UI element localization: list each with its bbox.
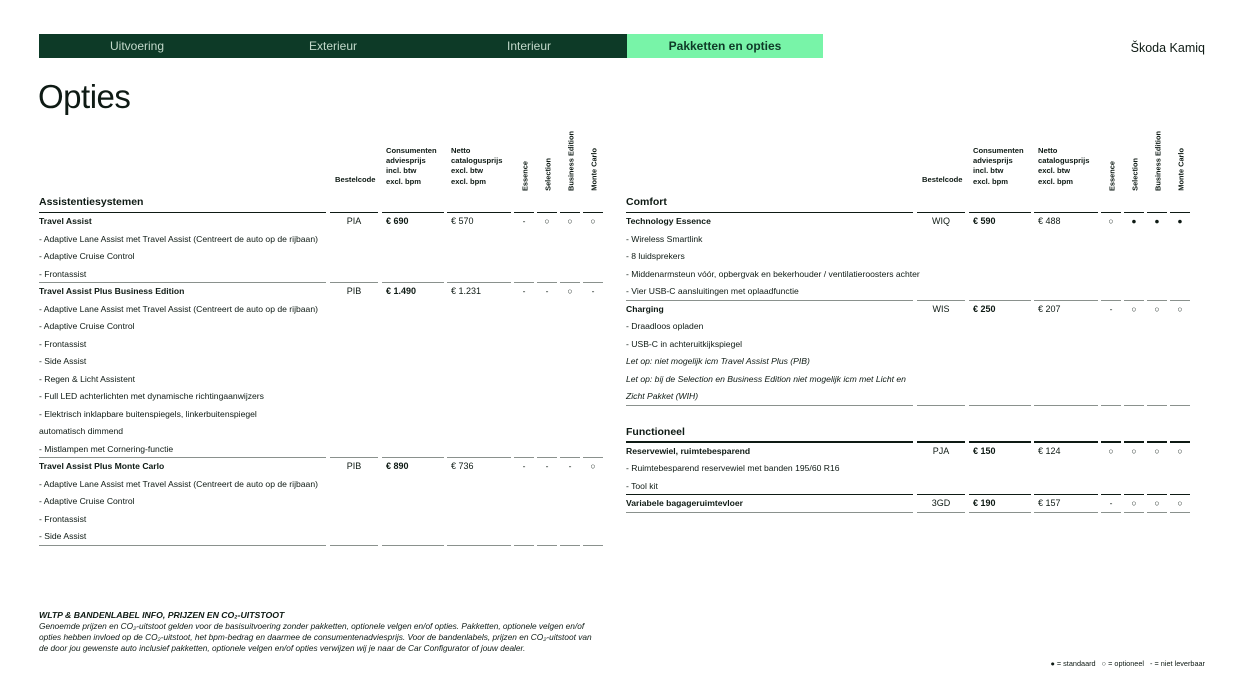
availability-mark: ● <box>1177 216 1183 226</box>
consumer-price: € 690 <box>386 216 409 226</box>
availability-mark: ○ <box>1154 498 1160 508</box>
section-title <box>39 192 605 213</box>
option-detail-row <box>626 460 1192 478</box>
option-name: Zicht Pakket (WIH) <box>626 391 699 401</box>
net-price: € 1.231 <box>451 286 482 296</box>
table-header <box>626 125 1192 192</box>
availability-mark: ○ <box>567 286 573 296</box>
option-row <box>39 213 605 231</box>
column-header-trim <box>537 132 559 192</box>
availability-mark: ○ <box>1177 303 1183 314</box>
net-price: € 736 <box>451 461 474 471</box>
option-detail-row <box>39 493 605 511</box>
option-name: - Draadloos opladen <box>626 321 704 331</box>
availability-mark: ○ <box>1131 498 1137 508</box>
option-name: - Adaptive Cruise Control <box>39 496 135 506</box>
column-header-consumer-price <box>973 146 1024 187</box>
disclaimer-line: de door jou gewenste auto inclusief pakketten, optionele velgen en/of opties verwijzen wij je naar de Car Configurator of jouw dealer. <box>39 643 526 653</box>
option-name: - Adaptive Cruise Control <box>39 321 135 331</box>
column-header-bestelcode: Bestelcode <box>922 175 963 184</box>
trim-label: Essence <box>520 161 530 191</box>
row-divider <box>560 545 580 546</box>
option-name: Travel Assist Plus Monte Carlo <box>39 461 165 471</box>
row-divider <box>1124 405 1144 406</box>
order-code: WIS <box>932 303 950 314</box>
option-detail-row <box>39 318 605 336</box>
option-detail-row <box>626 318 1192 336</box>
tab-uitvoering[interactable]: Uitvoering <box>109 39 165 53</box>
column-header-line: Netto <box>1038 145 1058 155</box>
option-detail-row <box>39 353 605 371</box>
availability-mark: ○ <box>1108 216 1114 226</box>
row-divider <box>583 545 603 546</box>
option-name: Technology Essence <box>626 216 711 226</box>
tab-pakketten-en-opties[interactable]: Pakketten en opties <box>627 34 823 58</box>
option-name: - Full LED achterlichten met dynamische richtingaanwijzers <box>39 391 264 401</box>
option-row <box>626 301 1192 319</box>
section-title <box>626 192 1192 213</box>
option-name: - Adaptive Lane Assist met Travel Assist (Centreert de auto op de rijbaan) <box>39 478 318 489</box>
row-divider <box>917 512 965 513</box>
option-detail-row <box>626 248 1192 266</box>
legend-optional: ○ = optioneel <box>1101 659 1144 668</box>
row-divider <box>514 545 534 546</box>
availability-mark: ○ <box>1177 445 1183 456</box>
consumer-price: € 250 <box>973 303 996 314</box>
row-divider <box>382 545 444 546</box>
option-name: - USB-C in achteruitkijkspiegel <box>626 338 743 349</box>
row-divider <box>1101 405 1121 406</box>
row-divider <box>1034 512 1098 513</box>
option-row <box>626 213 1192 231</box>
consumer-price: € 590 <box>973 216 996 226</box>
table-header <box>39 125 605 192</box>
disclaimer <box>39 610 629 654</box>
consumer-price: € 1.490 <box>386 286 417 296</box>
option-name: Reservewiel, ruimtebesparend <box>626 445 751 456</box>
disclaimer-title: WLTP & BANDENLABEL INFO, PRIJZEN EN CO₂-UITSTOOT <box>39 610 285 620</box>
option-name: - Adaptive Lane Assist met Travel Assist (Centreert de auto op de rijbaan) <box>39 233 318 244</box>
column-header-line: excl. btw <box>451 166 484 176</box>
legend-standard: ● = standaard <box>1050 659 1096 668</box>
option-name: Charging <box>626 303 664 314</box>
option-detail-row <box>39 528 605 546</box>
trim-label: Monte Carlo <box>1176 148 1186 191</box>
option-detail-row <box>39 406 605 424</box>
column-header-line: adviesprijs <box>973 156 1013 166</box>
availability-mark: ○ <box>1154 445 1160 456</box>
option-name: - Ruimtebesparend reservewiel met banden 195/60 R16 <box>626 463 840 473</box>
option-detail-row <box>39 301 605 319</box>
option-detail-row <box>39 336 605 354</box>
column-header-line: catalogusprijs <box>451 156 503 166</box>
net-price: € 570 <box>451 216 474 226</box>
option-name: - Regen & Licht Assistent <box>39 373 136 384</box>
column-header-trim <box>1124 132 1146 192</box>
availability-mark: - <box>545 461 549 471</box>
availability-mark: ○ <box>1131 303 1137 314</box>
row-divider <box>1034 405 1098 406</box>
trim-label: Selection <box>1130 158 1140 191</box>
section-nav <box>39 34 823 58</box>
option-name: Variabele bagageruimtevloer <box>626 498 744 508</box>
availability-mark: - <box>591 286 595 296</box>
net-price: € 157 <box>1038 498 1061 508</box>
trim-label: Essence <box>1107 161 1117 191</box>
availability-mark: ○ <box>567 216 573 226</box>
section-title-text: Functioneel <box>626 425 685 438</box>
availability-mark: - <box>522 461 526 471</box>
options-table-left <box>39 125 605 546</box>
column-header-trim <box>1147 132 1169 192</box>
availability-mark: - <box>545 286 549 296</box>
row-divider <box>1170 512 1190 513</box>
row-divider <box>917 405 965 406</box>
option-detail-row <box>626 353 1192 371</box>
section-spacer <box>626 406 1192 422</box>
option-detail-row <box>39 266 605 284</box>
order-code: PJA <box>932 445 950 456</box>
row-divider <box>1124 512 1144 513</box>
trim-label: Business Edition <box>566 131 576 191</box>
availability-mark: ● <box>1154 216 1160 226</box>
column-header-net-price <box>1038 146 1089 187</box>
option-detail-row <box>626 371 1192 389</box>
column-header-line: adviesprijs <box>386 156 426 166</box>
option-name: Let op: bij de Selection en Business Edition niet mogelijk icm met Licht en <box>626 373 906 384</box>
column-header-trim <box>583 132 605 192</box>
consumer-price: € 150 <box>973 445 996 456</box>
option-name: Travel Assist <box>39 216 92 226</box>
option-detail-row <box>626 388 1192 406</box>
net-price: € 207 <box>1038 303 1061 314</box>
option-name: - Frontassist <box>39 513 87 524</box>
column-header-line: Consumenten <box>973 145 1024 155</box>
column-header-consumer-price <box>386 146 437 187</box>
option-name: - Middenarmsteun vóór, opbergvak en bekerhouder / ventilatieroosters achter <box>626 268 920 279</box>
column-header-line: excl. bpm <box>973 176 1009 186</box>
option-detail-row <box>39 371 605 389</box>
row-divider <box>1101 512 1121 513</box>
row-divider <box>626 512 913 513</box>
availability-mark: ○ <box>590 216 596 226</box>
order-code: 3GD <box>931 498 951 508</box>
option-name: - Frontassist <box>39 338 87 349</box>
trim-label: Selection <box>543 158 553 191</box>
availability-legend <box>1046 659 1205 668</box>
column-header-trim <box>1170 132 1192 192</box>
option-name: - Wireless Smartlink <box>626 233 703 244</box>
column-header-line: excl. btw <box>1038 166 1071 176</box>
option-detail-row <box>39 476 605 494</box>
column-header-line: Netto <box>451 145 471 155</box>
trim-label: Business Edition <box>1153 131 1163 191</box>
row-divider <box>969 405 1031 406</box>
option-name: - Mistlampen met Cornering-functie <box>39 443 174 454</box>
option-detail-row <box>626 336 1192 354</box>
option-name: - Tool kit <box>626 480 658 491</box>
availability-mark: ● <box>1131 216 1137 226</box>
availability-mark: - <box>522 286 526 296</box>
row-divider <box>1147 512 1167 513</box>
option-name: - Vier USB-C aansluitingen met oplaadfunctie <box>626 286 799 296</box>
column-header-net-price <box>451 146 502 187</box>
net-price: € 124 <box>1038 445 1061 456</box>
column-header-line: excl. bpm <box>386 176 422 186</box>
option-name: - Adaptive Lane Assist met Travel Assist (Centreert de auto op de rijbaan) <box>39 303 318 314</box>
option-detail-row <box>39 248 605 266</box>
column-header-line: incl. btw <box>973 166 1004 176</box>
availability-mark: - <box>568 461 572 471</box>
column-header-trim <box>560 132 582 192</box>
column-header-line: excl. bpm <box>451 176 487 186</box>
option-detail-row <box>39 511 605 529</box>
consumer-price: € 190 <box>973 498 996 508</box>
trim-label: Monte Carlo <box>589 148 599 191</box>
options-table-right <box>626 125 1192 513</box>
tab-exterieur[interactable]: Exterieur <box>308 39 358 53</box>
option-name: Travel Assist Plus Business Edition <box>39 286 185 296</box>
section-title-text: Assistentiesystemen <box>39 196 144 208</box>
availability-mark: ○ <box>1177 498 1183 508</box>
order-code: PIB <box>346 461 362 471</box>
section-title-text: Comfort <box>626 196 667 208</box>
section-title <box>626 422 1192 443</box>
brand-name: Škoda Kamiq <box>1130 41 1205 55</box>
column-header-line: excl. bpm <box>1038 176 1074 186</box>
option-detail-row <box>626 283 1192 301</box>
option-detail-row <box>39 441 605 459</box>
availability-mark: ○ <box>590 461 596 471</box>
row-divider <box>330 545 378 546</box>
row-divider <box>447 545 511 546</box>
availability-mark: - <box>1109 498 1113 508</box>
availability-mark: - <box>522 216 526 226</box>
row-divider <box>1147 405 1167 406</box>
legend-unavailable: - = niet leverbaar <box>1150 659 1205 668</box>
option-row <box>626 443 1192 461</box>
option-row <box>626 495 1192 513</box>
option-detail-row <box>39 388 605 406</box>
consumer-price: € 890 <box>386 461 409 471</box>
order-code: WIQ <box>932 216 950 226</box>
net-price: € 488 <box>1038 216 1061 226</box>
option-name: - Adaptive Cruise Control <box>39 251 135 261</box>
row-divider <box>626 405 913 406</box>
column-header-bestelcode: Bestelcode <box>335 175 376 184</box>
row-divider <box>1170 405 1190 406</box>
disclaimer-line: Genoemde prijzen en CO₂-uitstoot gelden voor de basisuitvoering zonder pakketten, optionele velgen en/of opties. Pakketten, optionele velgen en/of <box>39 621 585 631</box>
option-name: - Side Assist <box>39 356 87 366</box>
option-detail-row <box>626 231 1192 249</box>
availability-mark: ○ <box>1154 303 1160 314</box>
option-detail-row <box>39 231 605 249</box>
row-divider <box>969 512 1031 513</box>
column-header-trim <box>514 132 536 192</box>
availability-mark: - <box>1109 303 1113 314</box>
option-name: - 8 luidsprekers <box>626 251 685 261</box>
option-name: - Elektrisch inklapbare buitenspiegels, linkerbuitenspiegel <box>39 408 257 419</box>
option-name: automatisch dimmend <box>39 426 124 436</box>
page-title: Opties <box>38 78 131 115</box>
disclaimer-line: opties hebben invloed op de CO₂-uitstoot, het bpm-bedrag en daarmee de consumentenadviesprijs. Voor de bandenlabels, prijzen en CO₂-uitstoot van <box>39 632 592 642</box>
column-header-line: catalogusprijs <box>1038 156 1090 166</box>
column-header-line: incl. btw <box>386 166 417 176</box>
availability-mark: ○ <box>544 216 550 226</box>
option-name: - Frontassist <box>39 268 87 279</box>
option-detail-row <box>626 478 1192 496</box>
column-header-trim <box>1101 132 1123 192</box>
order-code: PIA <box>346 216 362 226</box>
row-divider <box>537 545 557 546</box>
option-name: - Side Assist <box>39 531 87 541</box>
option-detail-row <box>39 423 605 441</box>
availability-mark: ○ <box>1131 445 1137 456</box>
option-name: Let op: niet mogelijk icm Travel Assist Plus (PIB) <box>626 356 810 366</box>
order-code: PIB <box>346 286 362 296</box>
option-row <box>39 458 605 476</box>
row-divider <box>39 545 326 546</box>
option-row <box>39 283 605 301</box>
option-detail-row <box>626 266 1192 284</box>
tab-interieur[interactable]: Interieur <box>506 39 552 53</box>
column-header-line: Consumenten <box>386 145 437 155</box>
availability-mark: ○ <box>1108 445 1114 456</box>
